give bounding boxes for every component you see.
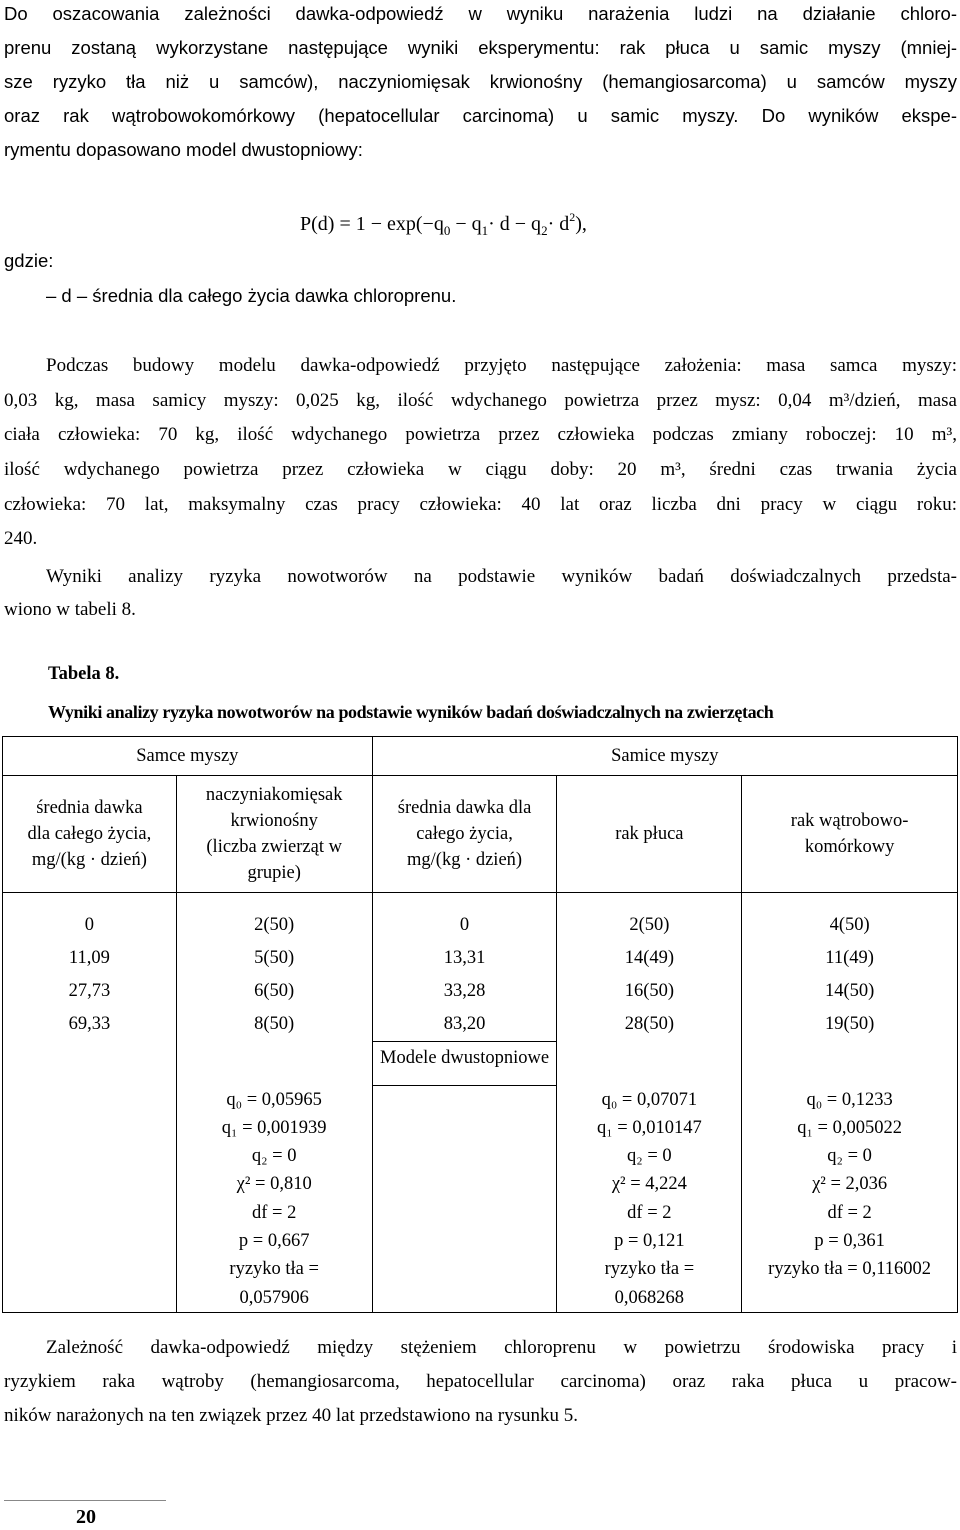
model-param: df = 2 [252,1202,297,1223]
table-row [3,1008,958,1042]
model-equation [300,210,587,239]
model-param: q₂ = 0 [827,1146,872,1167]
equation-mid2: · d − q [488,213,542,235]
col-header-text: krwionośny [230,811,318,831]
col-header-text: całego życia, [416,824,513,844]
model-param: 0,057906 [239,1287,309,1308]
table-cell: 0 [372,909,557,942]
table-cell: 28(50) [557,1008,742,1042]
table-cell: 13,31 [372,942,557,975]
assumptions-line-2: 0,03 kg, masa samicy myszy: 0,025 kg, ilość wdychanego powietrza przez mysz: 0,04 m³/dzień, masa [4,390,957,411]
col-header-liver-cancer [742,776,958,893]
assumptions-line-4: ilość wdychanego powietrza przez człowieka w ciągu doby: 20 m³, średni czas trwania życia [4,459,957,480]
assumptions-line-6: 240. [4,528,38,549]
model-female-liver [742,1086,958,1313]
col-header-text: rak wątrobowo- [790,811,909,831]
model-param: ryzyko tła = [604,1259,695,1280]
col-header-text: komórkowy [804,837,895,857]
gdzie-label: gdzie: [4,250,54,271]
models-empty-cell [372,1086,557,1313]
table-row [3,909,958,942]
model-param: χ² = 4,224 [611,1174,687,1195]
table-cell: 11(49) [742,942,958,975]
col-header-text: rak płuca [615,824,684,844]
intro-line-3: sze ryzyko tła niż u samców), naczyniomięsak krwionośny (hemangiosarcoma) u samców myszy [4,71,957,92]
model-param: df = 2 [627,1202,672,1223]
table-label: Tabela 8. [48,664,120,684]
models-header-row [3,1042,958,1086]
equation-q0-subscript: 0 [443,223,451,238]
col-header-female-dose [372,776,557,893]
model-param: q₂ = 0 [627,1146,672,1167]
legend-item-d: – d – średnia dla całego życia dawka chloroprenu. [46,285,457,306]
model-param: χ² = 0,810 [236,1174,312,1195]
final-line-1: Zależność dawka-odpowiedź między stężeniem chloroprenu w powietrzu środowiska pracy i [46,1337,957,1358]
table-cell: 5(50) [176,942,372,975]
final-line-2: ryzykiem raka wątroby (hemangiosarcoma, hepatocellular carcinoma) oraz raka płuca u pracow- [4,1371,957,1392]
col-header-male-dose [3,776,177,893]
equation-mid1: − q [450,213,482,235]
equation-q1-subscript: 1 [481,223,489,238]
footer-divider [4,1500,166,1501]
equation-d-superscript: 2 [569,210,576,224]
equation-q2-subscript: 2 [541,223,548,238]
results-table [2,736,958,1313]
model-param: p = 0,121 [614,1230,685,1251]
models-row [3,1086,958,1313]
table-cell: 69,33 [3,1008,177,1042]
intro-line-2: prenu zostaną wykorzystane następujące wyniki eksperymentu: rak płuca u samic myszy (mniej- [4,37,957,58]
col-header-text: (liczba zwierząt w [206,837,342,857]
table-column-header-row [3,776,958,893]
col-header-hemangiosarcoma [176,776,372,893]
results-intro-line-1: Wyniki analizy ryzyka nowotworów na podstawie wyników badań doświadczalnych przedsta- [46,566,957,587]
table-cell: 14(49) [557,942,742,975]
assumptions-line-5: człowieka: 70 lat, maksymalny czas pracy człowieka: 40 lat oraz liczba dni pracy w ciągu roku: [4,494,957,515]
table-row [3,942,958,975]
models-empty-cell [3,1086,177,1313]
col-header-text: dla całego życia, [27,824,152,844]
table-cell: 2(50) [176,909,372,942]
table-spacer-row [3,893,958,910]
table-cell: 2(50) [557,909,742,942]
results-intro-line-2: wiono w tabeli 8. [4,599,136,620]
equation-lhs: P(d) = 1 − exp(−q [300,213,444,235]
col-header-text: średnia dawka dla [397,798,532,818]
table-cell: 16(50) [557,975,742,1008]
table-cell: 11,09 [3,942,177,975]
equation-rhs: ), [575,213,587,235]
intro-line-5: rymentu dopasowano model dwustopniowy: [4,139,363,160]
page-number: 20 [76,1506,96,1528]
models-label: Modele dwustopniowe [372,1042,557,1086]
equation-mid3: · d [547,213,570,235]
model-param: q₁ = 0,001939 [221,1117,327,1138]
model-param: q₀ = 0,07071 [601,1089,698,1110]
table-cell: 8(50) [176,1008,372,1042]
model-param: p = 0,361 [814,1230,885,1251]
intro-line-4: oraz rak wątrobowokomórkowy (hepatocellular carcinoma) u samic myszy. Do wyników ekspe- [4,105,957,126]
model-param: ryzyko tła = [229,1259,319,1280]
table-cell: 19(50) [742,1008,958,1042]
model-param: ryzyko tła = 0,116002 [768,1259,932,1280]
table-cell: 6(50) [176,975,372,1008]
table-cell: 83,20 [372,1008,557,1042]
model-female-lung [557,1086,742,1313]
model-param: q₀ = 0,05965 [226,1089,322,1110]
table-cell: 27,73 [3,975,177,1008]
assumptions-line-3: ciała człowieka: 70 kg, ilość wdychanego powietrza przez człowieka podczas zmiany roboczej: 10 m³, [4,424,957,445]
col-header-text: mg/(kg · dzień) [31,850,147,870]
table-cell: 14(50) [742,975,958,1008]
table-group-header-row [3,737,958,776]
model-param: χ² = 2,036 [812,1174,888,1195]
col-header-lung-cancer [557,776,742,893]
model-param: 0,068268 [614,1287,685,1308]
col-header-text: grupie) [247,863,301,883]
model-param: df = 2 [827,1202,872,1223]
col-header-text: naczyniakomięsak [205,785,343,805]
model-param: p = 0,667 [238,1230,310,1251]
model-male-hemangiosarcoma [176,1086,372,1313]
assumptions-line-1: Podczas budowy modelu dawka-odpowiedź przyjęto następujące założenia: masa samca myszy: [46,355,957,376]
model-param: q₁ = 0,005022 [797,1117,902,1138]
model-param: q₂ = 0 [251,1146,297,1167]
group-header-female: Samice myszy [372,737,957,776]
table-caption: Wyniki analizy ryzyka nowotworów na podstawie wyników badań doświadczalnych na zwierzętach [48,702,774,722]
group-header-male: Samce myszy [3,737,373,776]
final-line-3: ników narażonych na ten związek przez 40 lat przedstawiono na rysunku 5. [4,1405,579,1426]
table-row [3,975,958,1008]
table-cell: 0 [3,909,177,942]
table-cell: 4(50) [742,909,958,942]
model-param: q₀ = 0,1233 [806,1089,893,1110]
col-header-text: średnia dawka [36,798,143,818]
col-header-text: mg/(kg · dzień) [407,850,523,870]
model-param: q₁ = 0,010147 [596,1117,702,1138]
intro-line-1: Do oszacowania zależności dawka-odpowiedź w wyniku narażenia ludzi na działanie chloro- [4,3,957,24]
table-cell: 33,28 [372,975,557,1008]
